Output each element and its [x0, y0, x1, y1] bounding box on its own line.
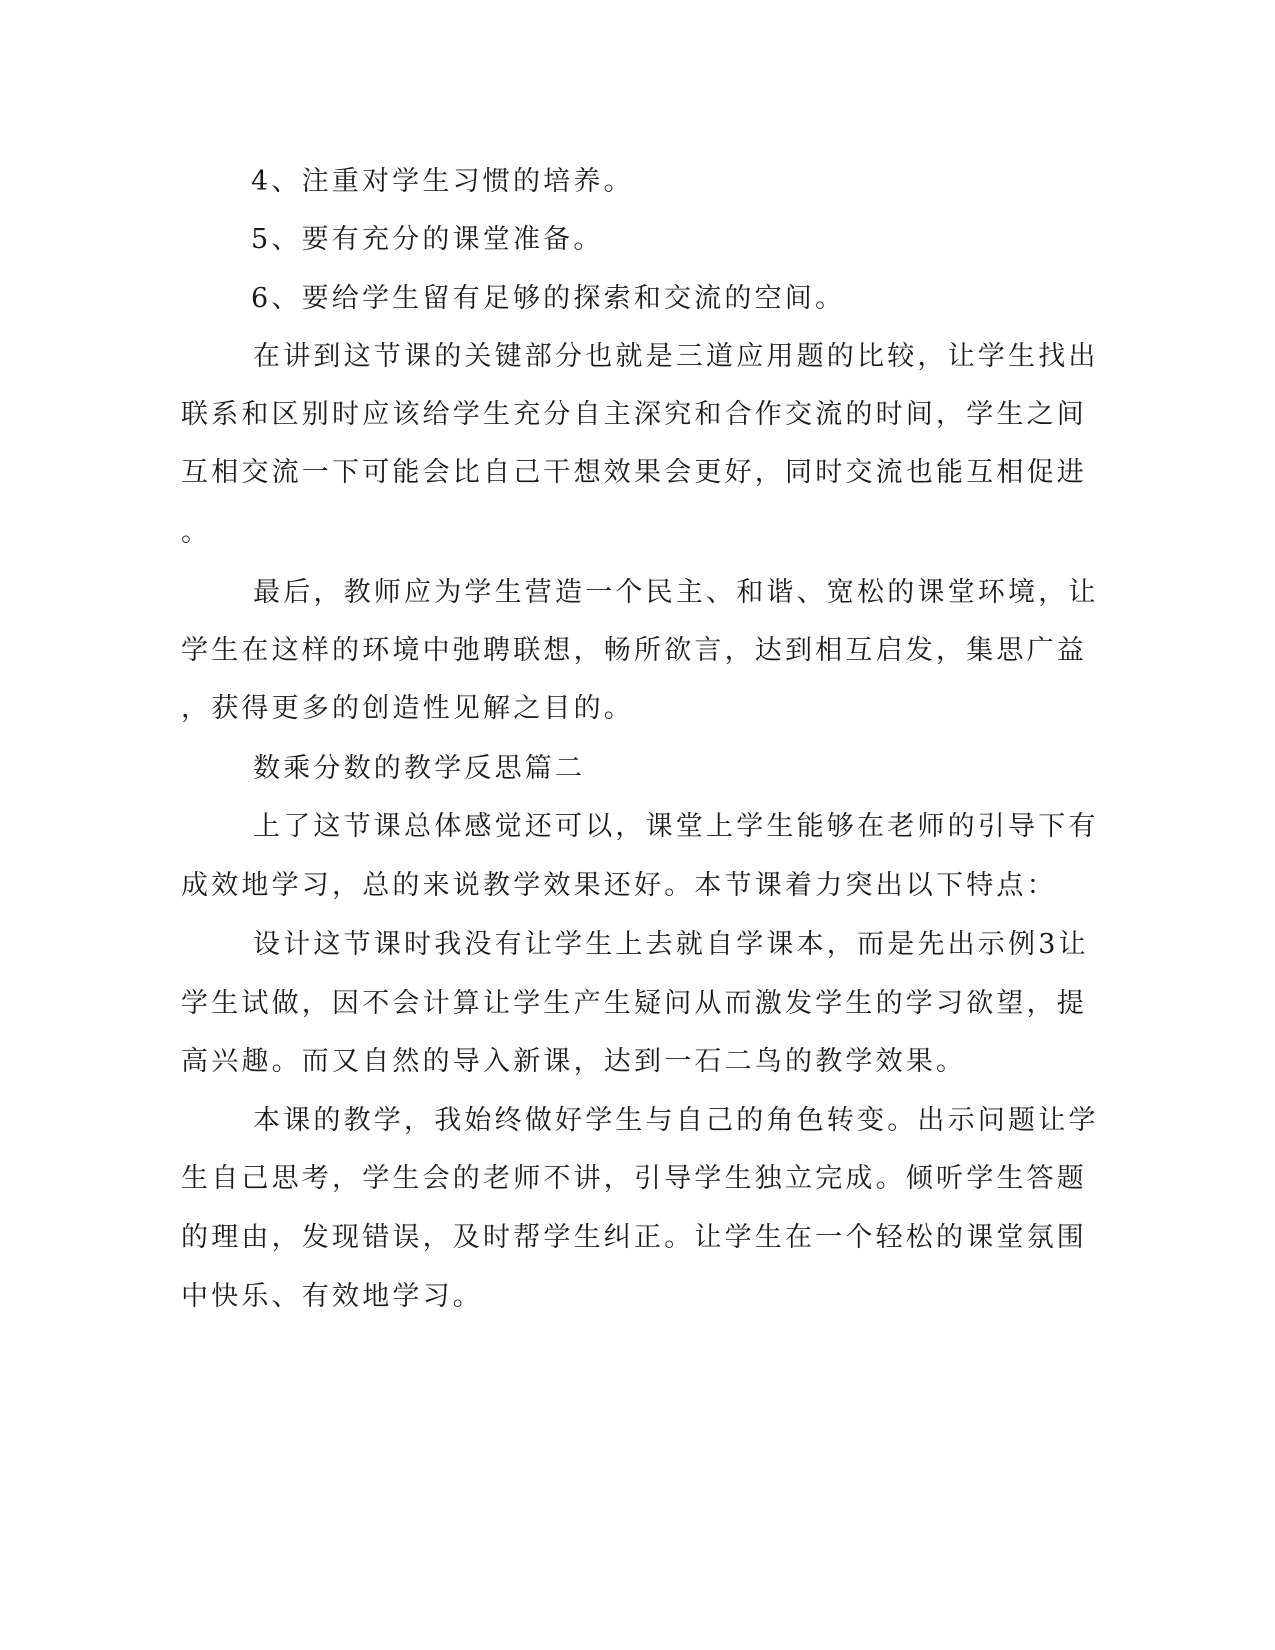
list-item-4: 4、注重对学生习惯的培养。 — [251, 166, 634, 197]
paragraph-line: 的理由，发现错误，及时帮学生纠正。让学生在一个轻松的课堂氛围 — [181, 1222, 1087, 1253]
paragraph-line: 生自己思考，学生会的老师不讲，引导学生独立完成。倾听学生答题 — [181, 1163, 1087, 1194]
paragraph-line: 成效地学习，总的来说教学效果还好。本节课着力突出以下特点： — [181, 870, 1057, 901]
list-item-6: 6、要给学生留有足够的探索和交流的空间。 — [251, 283, 846, 314]
paragraph-line: 学生试做，因不会计算让学生产生疑问从而激发学生的学习欲望，提 — [181, 988, 1087, 1019]
paragraph-line: 互相交流一下可能会比自己干想效果会更好，同时交流也能互相促进 — [181, 457, 1087, 488]
paragraph-line: 上了这节课总体感觉还可以，课堂上学生能够在老师的引导下有 — [253, 811, 1099, 842]
paragraph-line: 最后，教师应为学生营造一个民主、和谐、宽松的课堂环境，让 — [253, 577, 1099, 608]
paragraph-line: 中快乐、有效地学习。 — [181, 1281, 483, 1312]
paragraph-line: 联系和区别时应该给学生充分自主深究和合作交流的时间，学生之间 — [181, 399, 1087, 430]
paragraph-line: 本课的教学，我始终做好学生与自己的角色转变。出示问题让学 — [253, 1105, 1099, 1136]
list-item-5: 5、要有充分的课堂准备。 — [251, 224, 604, 255]
paragraph-line: 高兴趣。而又自然的导入新课，达到一石二鸟的教学效果。 — [181, 1046, 967, 1077]
section-heading: 数乘分数的教学反思篇二 — [253, 753, 586, 784]
paragraph-line: 学生在这样的环境中弛聘联想，畅所欲言，达到相互启发，集思广益 — [181, 635, 1087, 666]
paragraph-line: 在讲到这节课的关键部分也就是三道应用题的比较，让学生找出 — [253, 341, 1099, 372]
paragraph-line: 设计这节课时我没有让学生上去就自学课本，而是先出示例3让 — [253, 929, 1089, 960]
paragraph-line: ，获得更多的创造性见解之目的。 — [181, 693, 634, 724]
paragraph-line: 。 — [181, 517, 212, 548]
